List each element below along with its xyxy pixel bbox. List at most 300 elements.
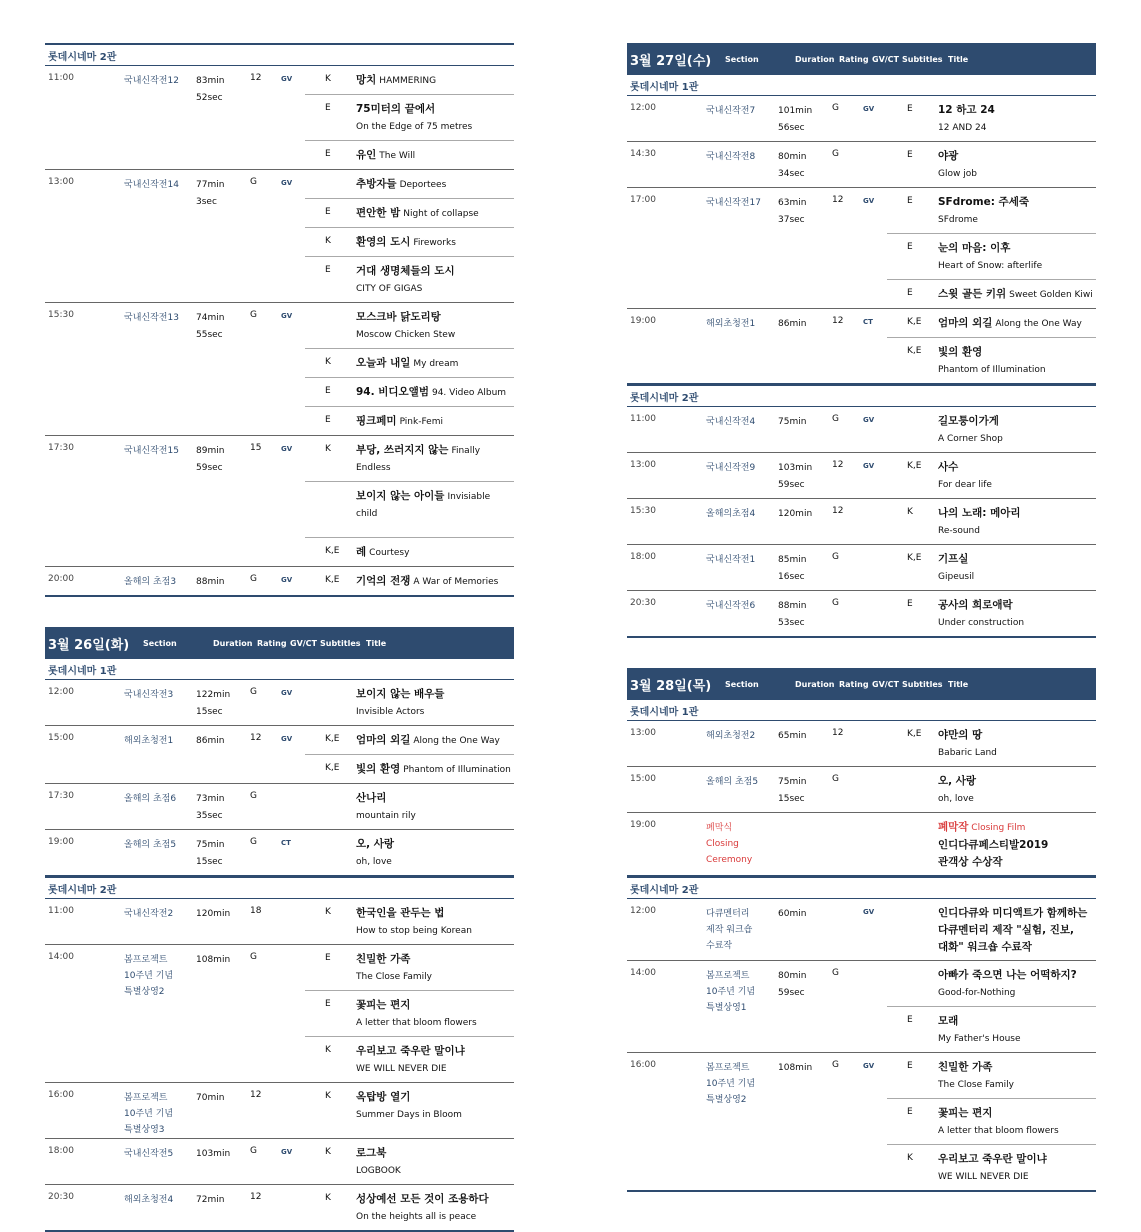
subtitles: E: [907, 1061, 913, 1071]
header-subtitles: Subtitles: [902, 54, 943, 64]
title-en: On the Edge of 75 metres: [356, 122, 473, 132]
duration: [196, 726, 248, 783]
showtime: 19:00: [630, 316, 656, 326]
showtime: 18:00: [48, 1146, 74, 1156]
rating: 12: [832, 316, 844, 326]
section-name: 국내신작전15: [124, 446, 179, 456]
program-row: [627, 1053, 1096, 1192]
rating: G: [832, 968, 839, 978]
title-en: WE WILL NEVER DIE: [356, 1064, 447, 1074]
title-en: Fireworks: [413, 238, 456, 248]
duration: [196, 680, 248, 725]
title-ko: 친밀한 가족: [938, 1061, 993, 1073]
film-row: [305, 567, 514, 595]
title-ko: 모래: [938, 1015, 959, 1027]
film-title: [356, 66, 514, 94]
film-row: [305, 66, 514, 94]
gv-ct-badge: GV: [863, 105, 875, 113]
title-en: Pink-Femi: [399, 417, 443, 427]
duration-min: 65min: [778, 731, 807, 741]
film-list: [305, 680, 514, 725]
film-list: [887, 499, 1096, 544]
title-en: The Will: [379, 151, 416, 161]
duration-sec: 35sec: [196, 811, 223, 821]
rating: 12: [832, 195, 844, 205]
film-title: [356, 141, 514, 169]
header-duration: Duration: [795, 679, 835, 689]
film-row: [887, 499, 1096, 544]
duration-sec: 52sec: [196, 93, 223, 103]
title-en: The Close Family: [938, 1080, 1014, 1090]
section-name: 국내신작전6: [706, 601, 756, 611]
showtime: 20:30: [48, 1192, 74, 1202]
film-title: [356, 567, 514, 595]
title-line: 대화" 워크숍 수료작: [938, 941, 1032, 953]
rating: [830, 899, 859, 960]
showtime: 12:00: [630, 103, 656, 113]
duration-min: 77min: [196, 180, 225, 190]
showtime: 20:00: [48, 574, 74, 584]
title-en: CITY OF GIGAS: [356, 284, 423, 294]
program-row: [627, 813, 1096, 877]
film-title: [938, 813, 1096, 875]
film-row: [887, 1098, 1096, 1144]
subtitles: K: [907, 507, 913, 517]
title-ko: 유인: [356, 149, 377, 161]
showtime: 12:00: [48, 687, 74, 697]
film-list: [887, 1053, 1096, 1190]
title-en: On the heights all is peace: [356, 1212, 477, 1222]
title-ko: 기프실: [938, 553, 969, 565]
duration-min: 80min: [778, 971, 807, 981]
title-ko: 빛의 환영: [356, 763, 401, 775]
film-title: [356, 830, 514, 875]
title-en: A War of Memories: [413, 577, 499, 587]
section-name: 봄프로젝트 10주년 기념 특별상영2: [124, 955, 174, 997]
section-name: 해외초청전4: [124, 1195, 174, 1205]
film-title: [356, 199, 514, 227]
header-rating: Rating: [257, 638, 287, 648]
section-name: 봄프로젝트 10주년 기념 특별상영3: [124, 1093, 174, 1135]
film-row: [887, 309, 1096, 337]
film-title: [356, 680, 514, 725]
title-en: Invisiable child: [356, 492, 491, 519]
duration-min: 83min: [196, 76, 225, 86]
duration-min: 60min: [778, 909, 807, 919]
program-row: [45, 945, 514, 1083]
subtitles: E: [907, 196, 913, 206]
gv-ct-badge: [859, 721, 887, 766]
film-title: [938, 1007, 1096, 1052]
rating: G: [832, 552, 839, 562]
subtitles: E: [325, 103, 331, 113]
gv-ct-badge: [859, 813, 887, 875]
duration-min: 85min: [778, 555, 807, 565]
duration-min: 86min: [778, 319, 807, 329]
header-rating: Rating: [839, 679, 869, 689]
day-header: [627, 43, 1096, 75]
gv-ct-badge: GV: [281, 179, 293, 187]
duration-sec: 59sec: [778, 480, 805, 490]
film-row: [887, 1053, 1096, 1098]
duration-min: 108min: [196, 955, 231, 965]
showtime: 11:00: [48, 73, 74, 83]
program-row: [45, 784, 514, 830]
day-date: 3월 27일(수): [630, 53, 712, 69]
film-list: [305, 1083, 514, 1138]
film-row: [305, 170, 514, 198]
duration-min: 108min: [778, 1063, 813, 1073]
film-row: [305, 406, 514, 435]
program-row: [627, 767, 1096, 813]
section-name: 국내신작전13: [124, 313, 179, 323]
showtime: 17:30: [48, 791, 74, 801]
rating: G: [250, 837, 257, 847]
section-name: 올해의 초점5: [124, 840, 177, 850]
film-list: [887, 407, 1096, 452]
film-title: [356, 538, 514, 566]
title-ko: 아빠가 죽으면 나는 어떡하지?: [938, 969, 1077, 981]
film-list: [887, 309, 1096, 383]
section-name: 해외초청전1: [124, 736, 174, 746]
subtitles: K: [325, 1091, 331, 1101]
rating: G: [832, 774, 839, 784]
program-row: [627, 721, 1096, 767]
film-row: [887, 591, 1096, 636]
film-title: [938, 499, 1096, 544]
showtime: 13:00: [630, 460, 656, 470]
duration: [778, 188, 830, 308]
film-row: [305, 227, 514, 256]
duration: [778, 1053, 830, 1190]
film-list: [305, 945, 514, 1082]
film-title: [356, 1037, 514, 1082]
day-header: [627, 668, 1096, 700]
section-name: 폐막식 Closing Ceremony: [706, 823, 753, 865]
subtitles: K,E: [907, 553, 922, 563]
duration-min: 120min: [778, 509, 813, 519]
duration-min: 103min: [196, 1149, 231, 1159]
film-title: [938, 338, 1096, 383]
subtitles: [305, 303, 356, 348]
title-ko: 야만의 땅: [938, 729, 983, 741]
film-title: [938, 1053, 1096, 1098]
film-title: [356, 899, 514, 944]
film-row: [305, 830, 514, 875]
program-row: [627, 407, 1096, 453]
program-row: [45, 66, 514, 170]
program-row: [45, 567, 514, 597]
duration: [196, 784, 248, 829]
showtime: 15:00: [630, 774, 656, 784]
film-title: [356, 407, 514, 435]
program-row: [627, 545, 1096, 591]
right-column: [627, 43, 1096, 1192]
subtitles: K,E: [907, 461, 922, 471]
header-section: Section: [725, 54, 759, 64]
film-title: [938, 280, 1096, 308]
title-en: oh, love: [938, 794, 974, 804]
subtitles: [887, 961, 938, 1006]
showtime: 20:30: [630, 598, 656, 608]
title-en: Good-for-Nothing: [938, 988, 1016, 998]
title-en: SFdrome: [938, 215, 978, 225]
showtime: 14:00: [630, 968, 656, 978]
subtitles: K,E: [907, 346, 922, 356]
film-title: [356, 991, 514, 1036]
duration: [778, 96, 830, 141]
duration-sec: 34sec: [778, 169, 805, 179]
subtitles: K: [325, 236, 331, 246]
header-rating: Rating: [839, 54, 869, 64]
film-title: [356, 303, 514, 348]
gv-ct-badge: [859, 142, 887, 187]
film-row: [305, 726, 514, 754]
header-subtitles: Subtitles: [320, 638, 361, 648]
title-ko: 눈의 마음: 이후: [938, 242, 1011, 254]
title-ko: 오, 사랑: [356, 838, 395, 850]
duration-min: 89min: [196, 446, 225, 456]
closing-line2: 인디다큐페스티발2019: [938, 839, 1049, 851]
section-name: 올해의 초점6: [124, 794, 177, 804]
rating: G: [250, 687, 257, 697]
rating: G: [832, 103, 839, 113]
film-title: [938, 545, 1096, 590]
duration: [196, 899, 248, 944]
day-date: 3월 28일(목): [630, 678, 712, 694]
title-ko: 빛의 환영: [938, 346, 983, 358]
duration-min: 70min: [196, 1093, 225, 1103]
subtitles: [887, 767, 938, 812]
subtitles: K: [325, 444, 331, 454]
rating: [830, 813, 859, 875]
film-title: [356, 228, 514, 256]
header-gvct: GV/CT: [290, 638, 318, 648]
title-en: oh, love: [356, 857, 392, 867]
film-title: [356, 1083, 514, 1128]
subtitles: [305, 784, 356, 829]
left-column: [45, 43, 514, 1232]
gv-ct-badge: GV: [281, 312, 293, 320]
rating: 12: [250, 733, 262, 743]
duration-sec: 37sec: [778, 215, 805, 225]
program-row: [45, 899, 514, 945]
subtitles: K: [907, 1153, 913, 1163]
gv-ct-badge: [859, 961, 887, 1052]
section-name: 올해의 초점3: [124, 577, 177, 587]
duration: [196, 830, 248, 875]
film-row: [887, 545, 1096, 590]
film-list: [305, 567, 514, 595]
duration-min: 73min: [196, 794, 225, 804]
gv-ct-badge: GV: [863, 1062, 875, 1070]
header-title: Title: [948, 679, 969, 689]
film-list: [305, 170, 514, 302]
gv-ct-badge: GV: [281, 689, 293, 697]
title-en: For dear life: [938, 480, 992, 490]
showtime: 11:00: [48, 906, 74, 916]
title-ko: 편안한 밤: [356, 207, 401, 219]
subtitles: [887, 899, 938, 960]
film-list: [305, 436, 514, 566]
duration-min: 101min: [778, 106, 813, 116]
section-name: 해외초청전1: [706, 319, 756, 329]
title-en: Deportees: [399, 180, 447, 190]
title-en: Night of collapse: [403, 209, 479, 219]
title-ko: 12 하고 24: [938, 104, 995, 116]
header-gvct: GV/CT: [872, 679, 900, 689]
film-list: [887, 591, 1096, 636]
duration: [778, 961, 830, 1052]
title-ko: 한국인을 관두는 법: [356, 907, 445, 919]
film-title: [938, 961, 1096, 1006]
duration-min: 80min: [778, 152, 807, 162]
header-subtitles: Subtitles: [902, 679, 943, 689]
duration-sec: 59sec: [196, 463, 223, 473]
program-row: [45, 1083, 514, 1139]
subtitles: [305, 482, 356, 537]
gv-ct-badge: CT: [281, 839, 291, 847]
film-row: [305, 945, 514, 990]
title-en: My dream: [413, 359, 459, 369]
title-en: Babaric Land: [938, 748, 997, 758]
rating: G: [832, 1060, 839, 1070]
film-row: [305, 537, 514, 566]
film-list: [305, 899, 514, 944]
film-title: [938, 188, 1096, 233]
header-section: Section: [725, 679, 759, 689]
title-ko: 성상예선 모든 것이 조용하다: [356, 1193, 489, 1205]
section-name: 국내신작전3: [124, 690, 174, 700]
subtitles: E: [325, 386, 331, 396]
title-en: Under construction: [938, 618, 1025, 628]
title-ko: 꽃피는 편지: [356, 999, 411, 1011]
duration: [196, 1139, 248, 1184]
duration-min: 88min: [196, 577, 225, 587]
rating: G: [832, 414, 839, 424]
film-list: [305, 830, 514, 875]
duration-min: 74min: [196, 313, 225, 323]
venue-label: 롯데시네마 1관: [45, 659, 514, 680]
film-row: [305, 256, 514, 302]
film-row: [887, 961, 1096, 1006]
title-ko: 보이지 않는 배우들: [356, 688, 445, 700]
film-row: [305, 1036, 514, 1082]
film-row: [887, 96, 1096, 141]
title-ko: 거대 생명체들의 도시: [356, 265, 455, 277]
title-en: A Corner Shop: [938, 434, 1003, 444]
showtime: 19:00: [630, 820, 656, 830]
title-ko: 오늘과 내일: [356, 357, 411, 369]
duration-sec: 15sec: [196, 707, 223, 717]
duration: [778, 545, 830, 590]
rating: 12: [832, 460, 844, 470]
film-title: [938, 309, 1096, 337]
film-title: [356, 349, 514, 377]
film-title: [938, 1145, 1096, 1190]
film-row: [305, 1083, 514, 1128]
showtime: 17:30: [48, 443, 74, 453]
title-en: HAMMERING: [379, 76, 437, 86]
showtime: 11:00: [630, 414, 656, 424]
rating: 12: [250, 73, 262, 83]
duration-sec: 15sec: [196, 857, 223, 867]
title-en: Heart of Snow: afterlife: [938, 261, 1043, 271]
film-title: [356, 1185, 514, 1230]
film-title: [356, 95, 514, 140]
subtitles: E: [907, 104, 913, 114]
gv-ct-badge: GV: [281, 576, 293, 584]
duration: [196, 1083, 248, 1138]
film-title: [356, 257, 514, 302]
header-title: Title: [366, 638, 387, 648]
duration: [196, 170, 248, 302]
showtime: 15:00: [48, 733, 74, 743]
subtitles: K,E: [907, 317, 922, 327]
film-list: [887, 188, 1096, 308]
subtitles: [305, 170, 356, 198]
gv-ct-badge: GV: [281, 735, 293, 743]
film-title: [356, 784, 514, 829]
title-en: Phantom of Illumination: [403, 765, 511, 775]
gv-ct-badge: GV: [863, 908, 875, 916]
film-list: [887, 767, 1096, 812]
title-en: Phantom of Illumination: [938, 365, 1046, 375]
film-row: [887, 767, 1096, 812]
venue-label: 롯데시네마 2관: [627, 385, 1096, 407]
title-en: Finally Endless: [356, 446, 481, 473]
film-title: [356, 755, 514, 783]
section-name: 해외초청전2: [706, 731, 756, 741]
film-title: [938, 721, 1096, 766]
duration: [196, 945, 248, 1082]
duration: [778, 309, 830, 383]
gv-ct-badge: GV: [863, 462, 875, 470]
venue-label: 롯데시네마 2관: [45, 43, 514, 66]
gv-ct-badge: GV: [281, 75, 293, 83]
film-row: [887, 233, 1096, 279]
film-row: [887, 813, 1096, 875]
subtitles: K: [325, 1045, 331, 1055]
film-title: [938, 767, 1096, 812]
duration-min: 86min: [196, 736, 225, 746]
title-en: Summer Days in Bloom: [356, 1110, 462, 1120]
section-name: 봄프로젝트 10주년 기념 특별상영2: [706, 1063, 756, 1105]
title-line: 인디다큐와 미디액트가 함께하는: [938, 907, 1088, 919]
title-ko: 로그북: [356, 1147, 387, 1159]
showtime: 15:30: [630, 506, 656, 516]
program-row: [627, 591, 1096, 638]
film-row: [305, 348, 514, 377]
section-name: 국내신작전14: [124, 180, 179, 190]
program-row: [627, 309, 1096, 385]
film-row: [305, 784, 514, 829]
rating: G: [250, 1146, 257, 1156]
showtime: 13:00: [630, 728, 656, 738]
gv-ct-badge: GV: [281, 1148, 293, 1156]
film-list: [887, 721, 1096, 766]
title-en: mountain rily: [356, 811, 416, 821]
venue-label: 롯데시네마 1관: [627, 700, 1096, 721]
title-en: Moscow Chicken Stew: [356, 330, 456, 340]
title-ko: 옥탑방 열기: [356, 1091, 411, 1103]
subtitles: [887, 407, 938, 452]
showtime: 16:00: [48, 1090, 74, 1100]
duration-sec: 59sec: [778, 988, 805, 998]
subtitles: E: [907, 288, 913, 298]
film-title: [356, 945, 514, 990]
film-row: [305, 754, 514, 783]
